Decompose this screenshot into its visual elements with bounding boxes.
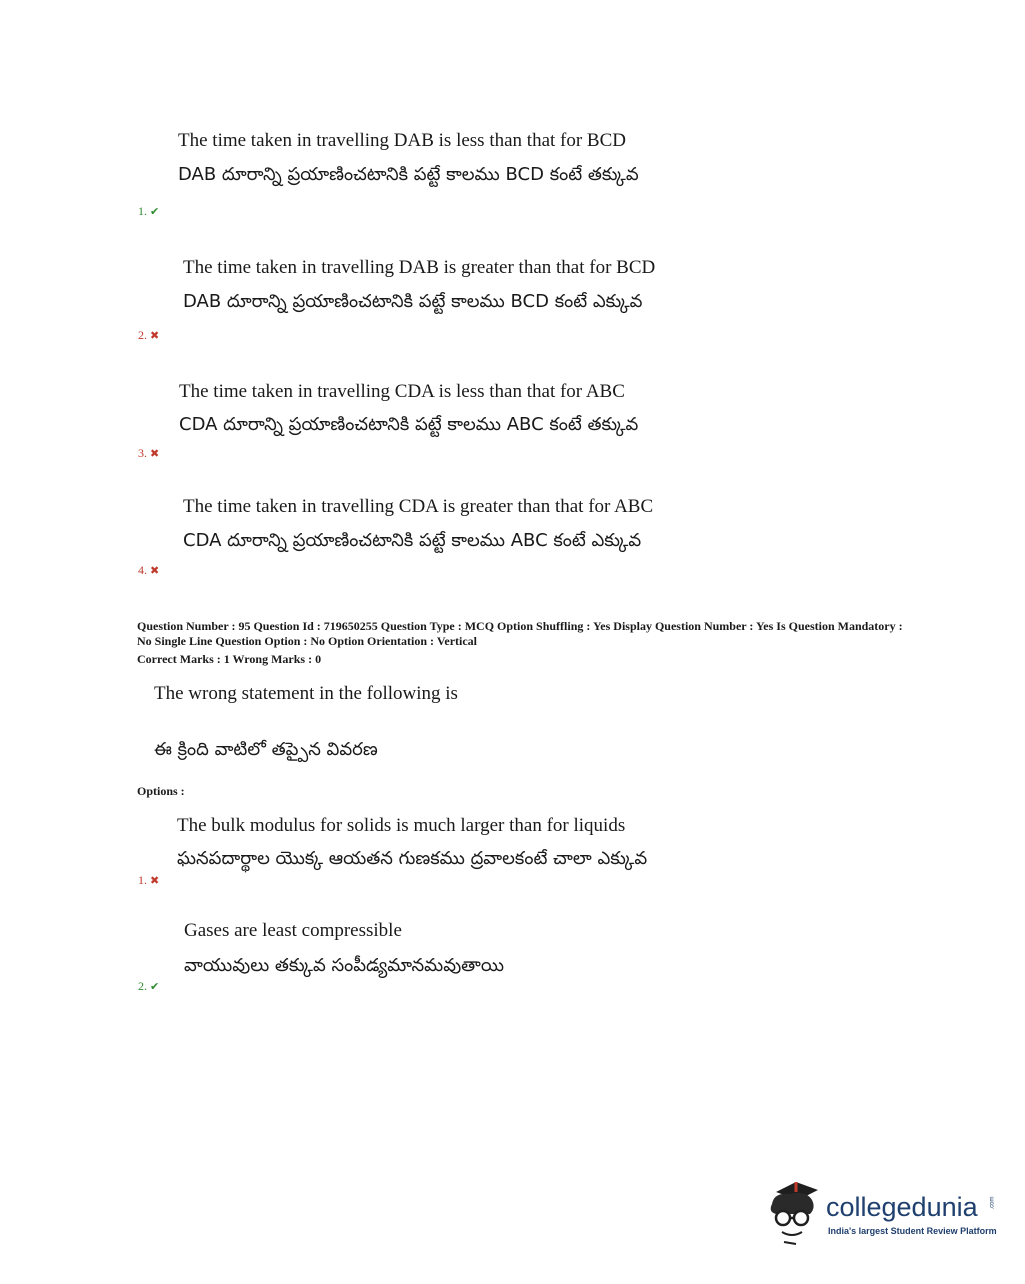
prev-option-2-marker [138, 328, 159, 343]
prev-option-3-marker [138, 446, 159, 461]
prev-option-4-marker [138, 563, 159, 578]
check-icon: ✔ [150, 981, 160, 993]
logo-wordmark: collegedunia [826, 1192, 978, 1222]
question-text-en: The wrong statement in the following is [154, 683, 458, 704]
prev-option-4-en: The time taken in travelling CDA is greater than that for ABC [183, 496, 654, 517]
option-2-te: వాయువులు తక్కువ సంపీడ్యమానమవుతాయి [184, 955, 504, 976]
option-number: 1. [138, 204, 147, 218]
option-number: 2. [138, 979, 147, 993]
cross-icon: ✖ [150, 330, 160, 342]
prev-option-3-en: The time taken in travelling CDA is less than that for ABC [179, 381, 625, 402]
prev-option-4-te: CDA దూరాన్ని ప్రయాణించటానికి పట్టే కాలము ABC కంటే ఎక్కువ [183, 530, 642, 551]
prev-option-2-en: The time taken in travelling DAB is greater than that for BCD [183, 257, 656, 278]
mascot-icon [766, 1178, 826, 1248]
option-number: 3. [138, 446, 147, 460]
prev-option-1-marker [138, 204, 159, 219]
collegedunia-logo [766, 1178, 996, 1248]
option-number: 1. [138, 873, 147, 887]
option-2-marker [138, 979, 159, 994]
prev-option-1-te: DAB దూరాన్ని ప్రయాణించటానికి పట్టే కాలము BCD కంటే తక్కువ [178, 164, 639, 185]
option-2-en: Gases are least compressible [184, 920, 402, 941]
logo-domain: .com [989, 1196, 996, 1210]
question-meta: Question Number : 95 Question Id : 719650255 Question Type : MCQ Option Shuffling : Yes Display Question Number : Yes Is Question Mandatory : No Single Line Question Option : No Option Orientation : Vertical [137, 619, 903, 648]
check-icon: ✔ [150, 206, 160, 218]
prev-option-3-te: CDA దూరాన్ని ప్రయాణించటానికి పట్టే కాలము ABC కంటే తక్కువ [179, 414, 639, 435]
question-text-te: ఈ క్రింది వాటిలో తప్పైన వివరణ [154, 739, 378, 760]
cross-icon: ✖ [150, 565, 160, 577]
option-1-te: ఘనపదార్థాల యొక్క ఆయతన గుణకము ద్రవాలకంటే చాలా ఎక్కువ [177, 848, 648, 869]
prev-option-1-en: The time taken in travelling DAB is less than that for BCD [178, 130, 627, 151]
option-number: 2. [138, 328, 147, 342]
option-1-marker [138, 873, 159, 888]
logo-tagline: India's largest Student Review Platform [828, 1226, 997, 1236]
cross-icon: ✖ [150, 448, 160, 460]
option-number: 4. [138, 563, 147, 577]
question-marks: Correct Marks : 1 Wrong Marks : 0 [137, 652, 322, 666]
cross-icon: ✖ [150, 875, 160, 887]
prev-option-2-te: DAB దూరాన్ని ప్రయాణించటానికి పట్టే కాలము BCD కంటే ఎక్కువ [183, 291, 643, 312]
option-1-en: The bulk modulus for solids is much larger than for liquids [177, 815, 626, 836]
options-label: Options : [137, 784, 185, 798]
